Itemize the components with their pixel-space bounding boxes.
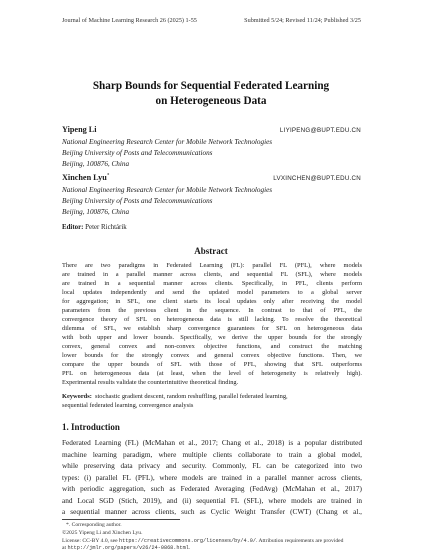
author-email-1[interactable]: LIYIPENG@BUPT.EDU.CN [279,127,361,134]
intro-line: while preserving data privacy and security. Commonly, FL can be categorized into two [62,461,362,470]
abstract-body [62,261,362,387]
section-heading-introduction: 1. Introduction [62,422,120,432]
keywords-label: Keywords: [62,393,92,400]
introduction-body [62,437,362,518]
keywords-line-1 [62,392,362,401]
abstract-line: parameters from the previous client in the sequence. In contrast to that of PFL, the [62,307,362,314]
author-name-2: Xinchen Lyu* [62,173,110,182]
journal-header: Journal of Machine Learning Research 26 (2025) 1-55 [62,17,197,24]
abstract-line: dilemma of SFL, we establish sharp convergence guarantees for SFL on heterogeneous data [62,325,362,332]
paper-title-line-1: Sharp Bounds for Sequential Federated Learning [92,80,330,92]
copyright: ©2025 Yipeng Li and Xinchen Lyu. [62,530,143,536]
abstract-line: are trained in a parallel manner across clients, and sequential FL (SFL), where models [62,271,362,278]
abstract-line: There are two paradigms in Federated Learning (FL): parallel FL (PFL), where models [62,262,362,269]
author-affiliation-2-line-3: Beijing, 100876, China [62,208,130,216]
license-line2-prefix: at [62,545,67,551]
submission-dates: Submitted 5/24; Revised 11/24; Published 3/25 [244,17,361,24]
corresponding-author-marker: * [106,173,110,179]
author-affiliation-1-line-3: Beijing, 100876, China [62,160,130,168]
intro-line: and Local SGD (Stich, 2019), and (ii) sequential FL (SFL), where models are trained in [62,495,362,505]
editor-name: Peter Richtárik [85,224,127,231]
footnote-rule [62,519,180,520]
author-email-2[interactable]: LVXINCHEN@BUPT.EDU.CN [273,175,361,182]
license-line-2 [62,544,190,552]
keywords-line-2: sequential federated learning, convergence analysis [62,402,194,409]
abstract-line: PFL on heterogeneous data (at least, when the level of heterogeneity is relatively high). [62,370,362,377]
author-affiliation-1-line-2: Beijing University of Posts and Telecommunications [62,149,213,157]
author-name-1: Yipeng Li [62,125,97,134]
abstract-line: lower bounds for the strongly convex and general convex objective functions. Then, we [62,352,362,359]
abstract-line: convex, general convex and non-convex objective functions, and construct the matching [62,343,362,350]
paper-link[interactable]: http://jmlr.org/papers/v26/24-0868.html [67,545,189,551]
intro-line: with periodic aggregation, such as Federated Averaging (FedAvg) (McMahan et al., 2017) [62,484,362,493]
author-affiliation-2-line-2: Beijing University of Posts and Telecommunications [62,197,213,205]
license-suffix: . Attribution requirements are provided [255,538,344,544]
keywords [62,392,362,410]
paper-title-line-2: on Heterogeneous Data [155,95,267,107]
intro-line: Federated Learning (FL) (McMahan et al., 2017; Chang et al., 2018) is a popular distributed [62,438,362,447]
editor-label: Editor: [62,224,84,231]
license-prefix: License: CC-BY 4.0, see [62,538,118,544]
abstract-line: compare the upper bounds of SFL with those of PFL, showing that SFL outperforms [62,361,362,368]
intro-line: a sequential manner across clients, such as Cyclic Weight Transfer (CWT) (Chang et al., [62,507,362,516]
keywords-text-1: stochastic gradient descent, random reshuffling, parallel federated learning, [95,393,288,400]
license-link[interactable]: https://creativecommons.org/licenses/by/4.0/ [118,538,256,544]
license-line2-suffix: . [188,545,191,551]
author-affiliation-1-line-1: National Engineering Research Center for Mobile Network Technologies [62,138,273,146]
abstract-line: local updates independently and send the updated model parameters to a global server [62,289,362,296]
abstract-heading: Abstract [194,246,228,256]
author-affiliation-2-line-1: National Engineering Research Center for Mobile Network Technologies [62,186,273,194]
intro-line: machine learning paradigm, where multiple clients collaborate to train a global model, [62,449,362,459]
abstract-line: for aggregation; in SFL, one client starts its local updates only after receiving the model [62,298,362,305]
abstract-line: are trained in a sequential manner across clients. Specifically, in PFL, clients perform [62,280,362,287]
footnote: *. Corresponding author. [66,522,122,528]
abstract-line: convergence theory of SFL on heterogeneous data is still lacking. To resolve the theoretical [62,316,362,323]
abstract-line: Experimental results validate the counterintuitive theoretical finding. [62,379,239,386]
abstract-line: with both upper and lower bounds. Specifically, we derive the upper bounds for the strongly [62,334,362,341]
intro-line: types: (i) parallel FL (PFL), where models are trained in a parallel manner across clients, [62,472,362,482]
editor-line [62,224,127,231]
